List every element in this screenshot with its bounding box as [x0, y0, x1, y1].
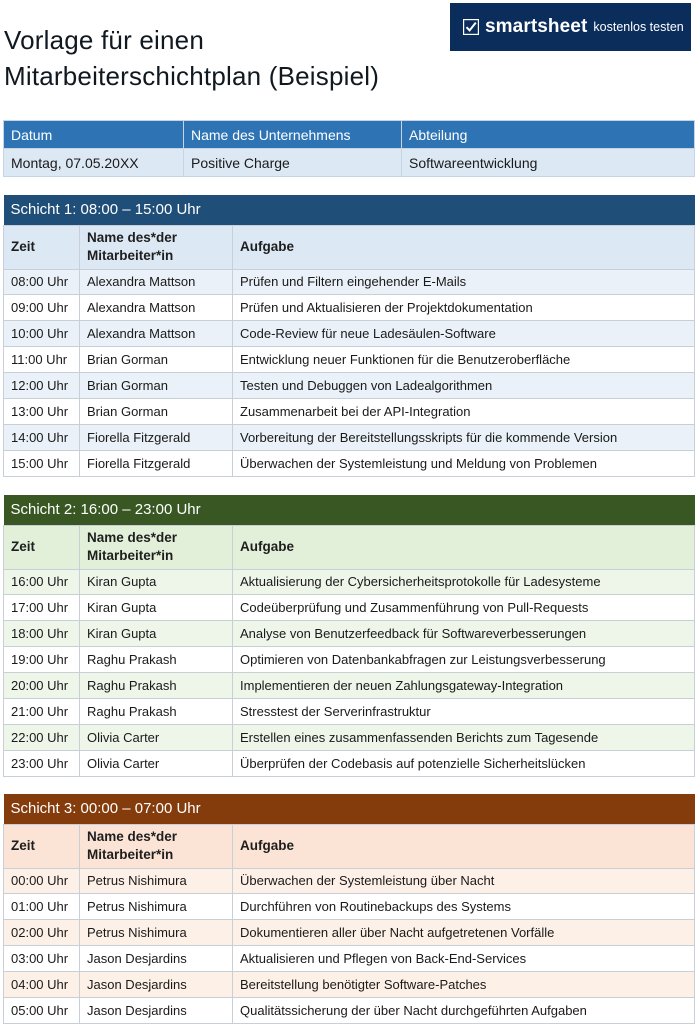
- cell-employee[interactable]: Raghu Prakash: [80, 647, 233, 673]
- column-header-employee: Name des*der Mitarbeiter*in: [80, 525, 233, 569]
- table-row: [4, 621, 695, 647]
- column-header-task: Aufgabe: [233, 225, 695, 269]
- table-row: [4, 724, 695, 750]
- info-value-company[interactable]: Positive Charge: [184, 149, 402, 177]
- cell-task[interactable]: Analyse von Benutzerfeedback für Softwareverbesserungen: [233, 621, 695, 647]
- cell-employee[interactable]: Kiran Gupta: [80, 621, 233, 647]
- cell-time[interactable]: 00:00 Uhr: [4, 868, 80, 894]
- cell-employee[interactable]: Alexandra Mattson: [80, 295, 233, 321]
- column-header-task: Aufgabe: [233, 824, 695, 868]
- shift-3-table: [3, 794, 695, 1024]
- table-row: [4, 269, 695, 295]
- table-row: [4, 295, 695, 321]
- cell-time[interactable]: 22:00 Uhr: [4, 724, 80, 750]
- shift-title-row: [4, 495, 695, 525]
- cell-employee[interactable]: Fiorella Fitzgerald: [80, 424, 233, 450]
- cell-employee[interactable]: Raghu Prakash: [80, 673, 233, 699]
- cell-task[interactable]: Prüfen und Filtern eingehender E-Mails: [233, 269, 695, 295]
- cell-employee[interactable]: Brian Gorman: [80, 373, 233, 399]
- cell-time[interactable]: 20:00 Uhr: [4, 673, 80, 699]
- info-header-date: Datum: [4, 121, 184, 149]
- table-row: [4, 997, 695, 1023]
- shift-title-row: [4, 794, 695, 824]
- cell-employee[interactable]: Raghu Prakash: [80, 698, 233, 724]
- info-header-row: [4, 121, 695, 149]
- cell-task[interactable]: Optimieren von Datenbankabfragen zur Leistungsverbesserung: [233, 647, 695, 673]
- table-row: [4, 450, 695, 476]
- cell-employee[interactable]: Jason Desjardins: [80, 972, 233, 998]
- column-header-row: [4, 225, 695, 269]
- cell-time[interactable]: 16:00 Uhr: [4, 569, 80, 595]
- cell-employee[interactable]: Alexandra Mattson: [80, 269, 233, 295]
- cell-task[interactable]: Code-Review für neue Ladesäulen-Software: [233, 321, 695, 347]
- table-row: [4, 868, 695, 894]
- shift-title: Schicht 3: 00:00 – 07:00 Uhr: [4, 794, 695, 824]
- column-header-time: Zeit: [4, 225, 80, 269]
- cell-employee[interactable]: Petrus Nishimura: [80, 894, 233, 920]
- table-row: [4, 595, 695, 621]
- table-row: [4, 920, 695, 946]
- cell-time[interactable]: 03:00 Uhr: [4, 946, 80, 972]
- table-row: [4, 321, 695, 347]
- cell-employee[interactable]: Jason Desjardins: [80, 997, 233, 1023]
- cell-task[interactable]: Prüfen und Aktualisieren der Projektdokumentation: [233, 295, 695, 321]
- table-row: [4, 373, 695, 399]
- table-row: [4, 972, 695, 998]
- info-value-date[interactable]: Montag, 07.05.20XX: [4, 149, 184, 177]
- cell-time[interactable]: 19:00 Uhr: [4, 647, 80, 673]
- cell-time[interactable]: 18:00 Uhr: [4, 621, 80, 647]
- cell-time[interactable]: 08:00 Uhr: [4, 269, 80, 295]
- table-row: [4, 946, 695, 972]
- cell-task[interactable]: Aktualisierung der Cybersicherheitsprotokolle für Ladesysteme: [233, 569, 695, 595]
- shift-title: Schicht 2: 16:00 – 23:00 Uhr: [4, 495, 695, 525]
- cell-time[interactable]: 15:00 Uhr: [4, 450, 80, 476]
- page-title: Vorlage für einen Mitarbeiterschichtplan (Beispiel): [4, 25, 380, 91]
- cell-time[interactable]: 04:00 Uhr: [4, 972, 80, 998]
- cell-task[interactable]: Stresstest der Serverinfrastruktur: [233, 698, 695, 724]
- cell-employee[interactable]: Alexandra Mattson: [80, 321, 233, 347]
- cell-time[interactable]: 12:00 Uhr: [4, 373, 80, 399]
- cell-task[interactable]: Testen und Debuggen von Ladealgorithmen: [233, 373, 695, 399]
- cell-task[interactable]: Durchführen von Routinebackups des Systems: [233, 894, 695, 920]
- cell-time[interactable]: 01:00 Uhr: [4, 894, 80, 920]
- cell-time[interactable]: 02:00 Uhr: [4, 920, 80, 946]
- shift-2-table: [3, 495, 695, 777]
- table-row: [4, 347, 695, 373]
- brand-cta: kostenlos testen: [593, 20, 684, 34]
- table-row: [4, 398, 695, 424]
- info-table: [3, 120, 695, 177]
- cell-task[interactable]: Codeüberprüfung und Zusammenführung von Pull-Requests: [233, 595, 695, 621]
- cell-employee[interactable]: Olivia Carter: [80, 750, 233, 776]
- cell-task[interactable]: Bereitstellung benötigter Software-Patches: [233, 972, 695, 998]
- column-header-employee: Name des*der Mitarbeiter*in: [80, 824, 233, 868]
- cell-time[interactable]: 17:00 Uhr: [4, 595, 80, 621]
- table-row: [4, 673, 695, 699]
- cell-time[interactable]: 09:00 Uhr: [4, 295, 80, 321]
- table-row: [4, 424, 695, 450]
- table-row: [4, 750, 695, 776]
- cell-employee[interactable]: Olivia Carter: [80, 724, 233, 750]
- shift-title: Schicht 1: 08:00 – 15:00 Uhr: [4, 195, 695, 225]
- column-header-row: [4, 525, 695, 569]
- table-row: [4, 569, 695, 595]
- cell-employee[interactable]: Brian Gorman: [80, 347, 233, 373]
- info-value-row: [4, 149, 695, 177]
- cell-time[interactable]: 10:00 Uhr: [4, 321, 80, 347]
- cell-task[interactable]: Qualitätssicherung der über Nacht durchgeführten Aufgaben: [233, 997, 695, 1023]
- cell-task[interactable]: Überwachen der Systemleistung und Meldung von Problemen: [233, 450, 695, 476]
- cell-task[interactable]: Dokumentieren aller über Nacht aufgetretenen Vorfälle: [233, 920, 695, 946]
- cell-task[interactable]: Vorbereitung der Bereitstellungsskripts für die kommende Version: [233, 424, 695, 450]
- smartsheet-check-logo-icon: [463, 19, 479, 35]
- cell-employee[interactable]: Kiran Gupta: [80, 569, 233, 595]
- cell-time[interactable]: 21:00 Uhr: [4, 698, 80, 724]
- column-header-time: Zeit: [4, 824, 80, 868]
- table-row: [4, 698, 695, 724]
- column-header-row: [4, 824, 695, 868]
- cell-time[interactable]: 13:00 Uhr: [4, 398, 80, 424]
- cell-employee[interactable]: Brian Gorman: [80, 398, 233, 424]
- info-value-department[interactable]: Softwareentwicklung: [402, 149, 695, 177]
- table-row: [4, 647, 695, 673]
- cell-time[interactable]: 05:00 Uhr: [4, 997, 80, 1023]
- cell-task[interactable]: Entwicklung neuer Funktionen für die Benutzeroberfläche: [233, 347, 695, 373]
- cell-employee[interactable]: Petrus Nishimura: [80, 920, 233, 946]
- cell-time[interactable]: 14:00 Uhr: [4, 424, 80, 450]
- cell-task[interactable]: Implementieren der neuen Zahlungsgateway-Integration: [233, 673, 695, 699]
- brand-name: smartsheet: [485, 16, 588, 37]
- cell-employee[interactable]: Jason Desjardins: [80, 946, 233, 972]
- cell-employee[interactable]: Petrus Nishimura: [80, 868, 233, 894]
- info-header-department: Abteilung: [402, 121, 695, 149]
- cell-time[interactable]: 23:00 Uhr: [4, 750, 80, 776]
- smartsheet-trial-banner[interactable]: [450, 3, 691, 51]
- column-header-employee: Name des*der Mitarbeiter*in: [80, 225, 233, 269]
- cell-task[interactable]: Überprüfen der Codebasis auf potenzielle Sicherheitslücken: [233, 750, 695, 776]
- shift-title-row: [4, 195, 695, 225]
- cell-employee[interactable]: Kiran Gupta: [80, 595, 233, 621]
- table-row: [4, 894, 695, 920]
- cell-task[interactable]: Erstellen eines zusammenfassenden Berichts zum Tagesende: [233, 724, 695, 750]
- info-header-company: Name des Unternehmens: [184, 121, 402, 149]
- column-header-task: Aufgabe: [233, 525, 695, 569]
- cell-task[interactable]: Überwachen der Systemleistung über Nacht: [233, 868, 695, 894]
- cell-task[interactable]: Zusammenarbeit bei der API-Integration: [233, 398, 695, 424]
- column-header-time: Zeit: [4, 525, 80, 569]
- shift-1-table: [3, 195, 695, 477]
- cell-task[interactable]: Aktualisieren und Pflegen von Back-End-Services: [233, 946, 695, 972]
- cell-employee[interactable]: Fiorella Fitzgerald: [80, 450, 233, 476]
- cell-time[interactable]: 11:00 Uhr: [4, 347, 80, 373]
